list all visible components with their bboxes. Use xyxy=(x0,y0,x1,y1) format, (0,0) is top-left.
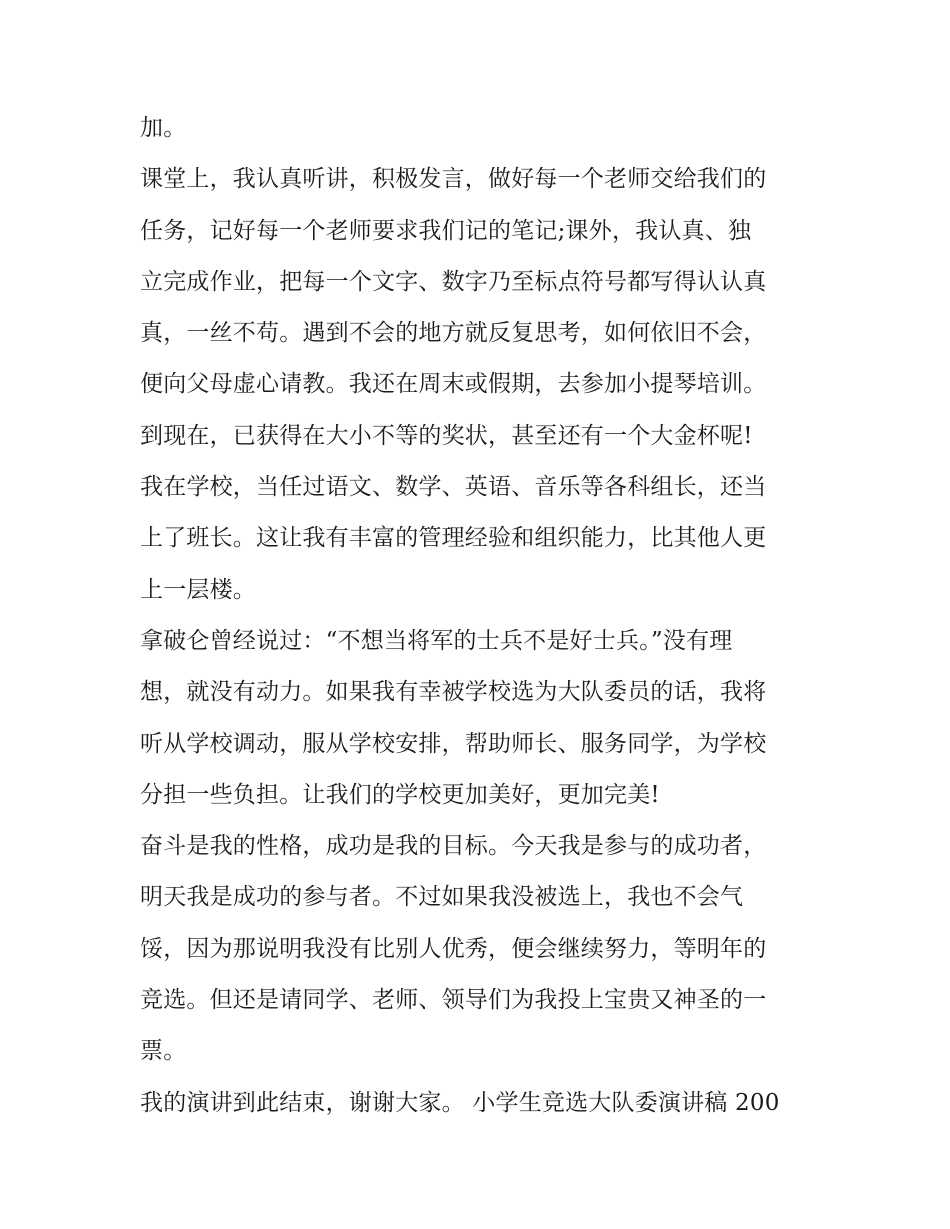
text-line: 我的演讲到此结束，谢谢大家。 小学生竞选大队委演讲稿 200 xyxy=(140,1089,780,1116)
text-line: 奋斗是我的性格，成功是我的目标。今天我是参与的成功者， xyxy=(140,833,767,860)
text-line: 课堂上，我认真听讲，积极发言，做好每一个老师交给我们的 xyxy=(140,166,767,193)
text-line: 馁，因为那说明我没有比别人优秀，便会继续努力，等明年的 xyxy=(140,935,767,962)
text-line: 拿破仑曾经说过：“不想当将军的士兵不是好士兵。”没有理 xyxy=(140,627,733,654)
text-line: 任务，记好每一个老师要求我们记的笔记;课外，我认真、独 xyxy=(140,217,752,244)
text-line: 上了班长。这让我有丰富的管理经验和组织能力，比其他人更 xyxy=(140,525,767,552)
text-line: 上一层楼。 xyxy=(140,576,256,603)
text-line: 明天我是成功的参与者。不过如果我没被选上，我也不会气 xyxy=(140,884,744,911)
speech-text xyxy=(140,103,820,1129)
text-line: 真，一丝不苟。遇到不会的地方就反复思考，如何依旧不会， xyxy=(140,320,767,347)
text-line: 立完成作业，把每一个文字、数字乃至标点符号都写得认认真 xyxy=(140,268,767,295)
text-line: 加。 xyxy=(140,115,187,141)
text-line: 票。 xyxy=(140,1038,187,1065)
text-line: 想，就没有动力。如果我有幸被学校选为大队委员的话，我将 xyxy=(140,679,767,706)
text-line: 我在学校，当任过语文、数学、英语、音乐等各科组长，还当 xyxy=(140,474,767,501)
text-line: 到现在，已获得在大小不等的奖状，甚至还有一个大金杯呢! xyxy=(140,422,753,449)
text-line: 便向父母虚心请教。我还在周末或假期，去参加小提琴培训。 xyxy=(140,371,767,398)
text-line: 听从学校调动，服从学校安排，帮助师长、服务同学，为学校 xyxy=(140,730,767,757)
text-line: 分担一些负担。让我们的学校更加美好，更加完美! xyxy=(140,781,660,808)
text-line: 竞选。但还是请同学、老师、领导们为我投上宝贵又神圣的一 xyxy=(140,987,767,1014)
